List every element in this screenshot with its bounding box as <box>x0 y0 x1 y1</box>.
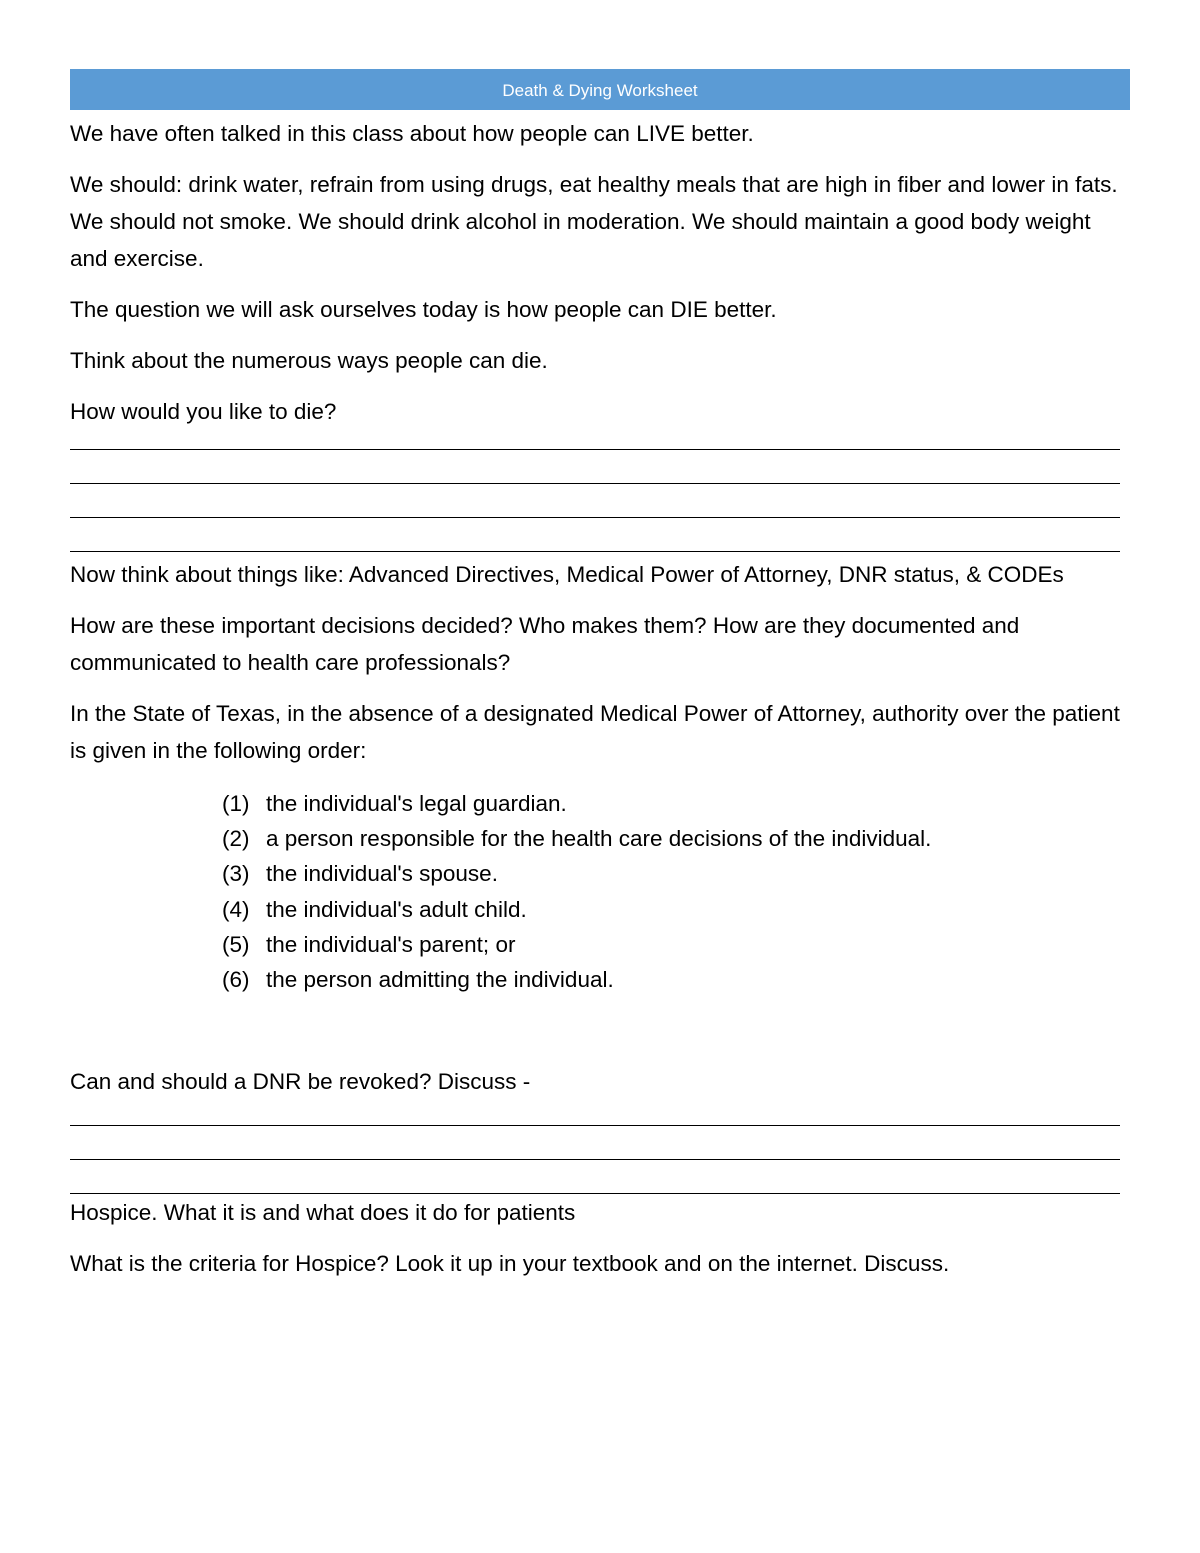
intro-paragraph-live: We have often talked in this class about how people can LIVE better. <box>70 121 754 146</box>
list-item: (1) the individual's legal guardian. <box>222 791 567 816</box>
intro-paragraph-ways: Think about the numerous ways people can die. <box>70 348 548 373</box>
answer-line[interactable] <box>70 518 1120 552</box>
intro-paragraph-should: We should: drink water, refrain from using drugs, eat healthy meals that are high in fiber and lower in fats. We should not smoke. We should drink alcohol in moderation. We should maintain a good body weight and exercise. <box>70 172 1118 271</box>
question-how-die: How would you like to die? <box>70 399 337 424</box>
list-item: (2) a person responsible for the health care decisions of the individual. <box>222 826 932 852</box>
texas-authority-paragraph: In the State of Texas, in the absence of a designated Medical Power of Attorney, authority over the patient is given in the following order: <box>70 701 1120 763</box>
answer-line[interactable] <box>70 484 1120 518</box>
list-item: (5) the individual's parent; or <box>222 931 516 957</box>
answer-lines-dnr[interactable] <box>70 1092 1130 1194</box>
hospice-criteria-question: What is the criteria for Hospice? Look it up in your textbook and on the internet. Discuss. <box>70 1251 950 1277</box>
intro-paragraph-die: The question we will ask ourselves today is how people can DIE better. <box>70 297 777 322</box>
answer-line[interactable] <box>70 450 1120 484</box>
dnr-revoke-question: Can and should a DNR be revoked? Discuss - <box>70 1069 531 1095</box>
authority-order-list <box>222 786 1200 997</box>
worksheet-title-bar <box>70 69 1130 110</box>
hospice-paragraph: Hospice. What it is and what does it do for patients <box>70 1200 576 1226</box>
worksheet-page <box>70 69 1130 1282</box>
list-item: (6) the person admitting the individual. <box>222 967 614 993</box>
decisions-question: How are these important decisions decided? Who makes them? How are they documented and communicated to health care professionals? <box>70 613 1020 675</box>
worksheet-title: Death & Dying Worksheet <box>502 81 698 100</box>
answer-line[interactable] <box>70 1126 1120 1160</box>
answer-lines-how-die[interactable] <box>70 416 1130 552</box>
advanced-directives-paragraph: Now think about things like: Advanced Directives, Medical Power of Attorney, DNR status, & CODEs <box>70 562 1064 587</box>
list-item: (3) the individual's spouse. <box>222 861 498 887</box>
answer-line[interactable] <box>70 1160 1120 1194</box>
list-item: (4) the individual's adult child. <box>222 896 527 922</box>
